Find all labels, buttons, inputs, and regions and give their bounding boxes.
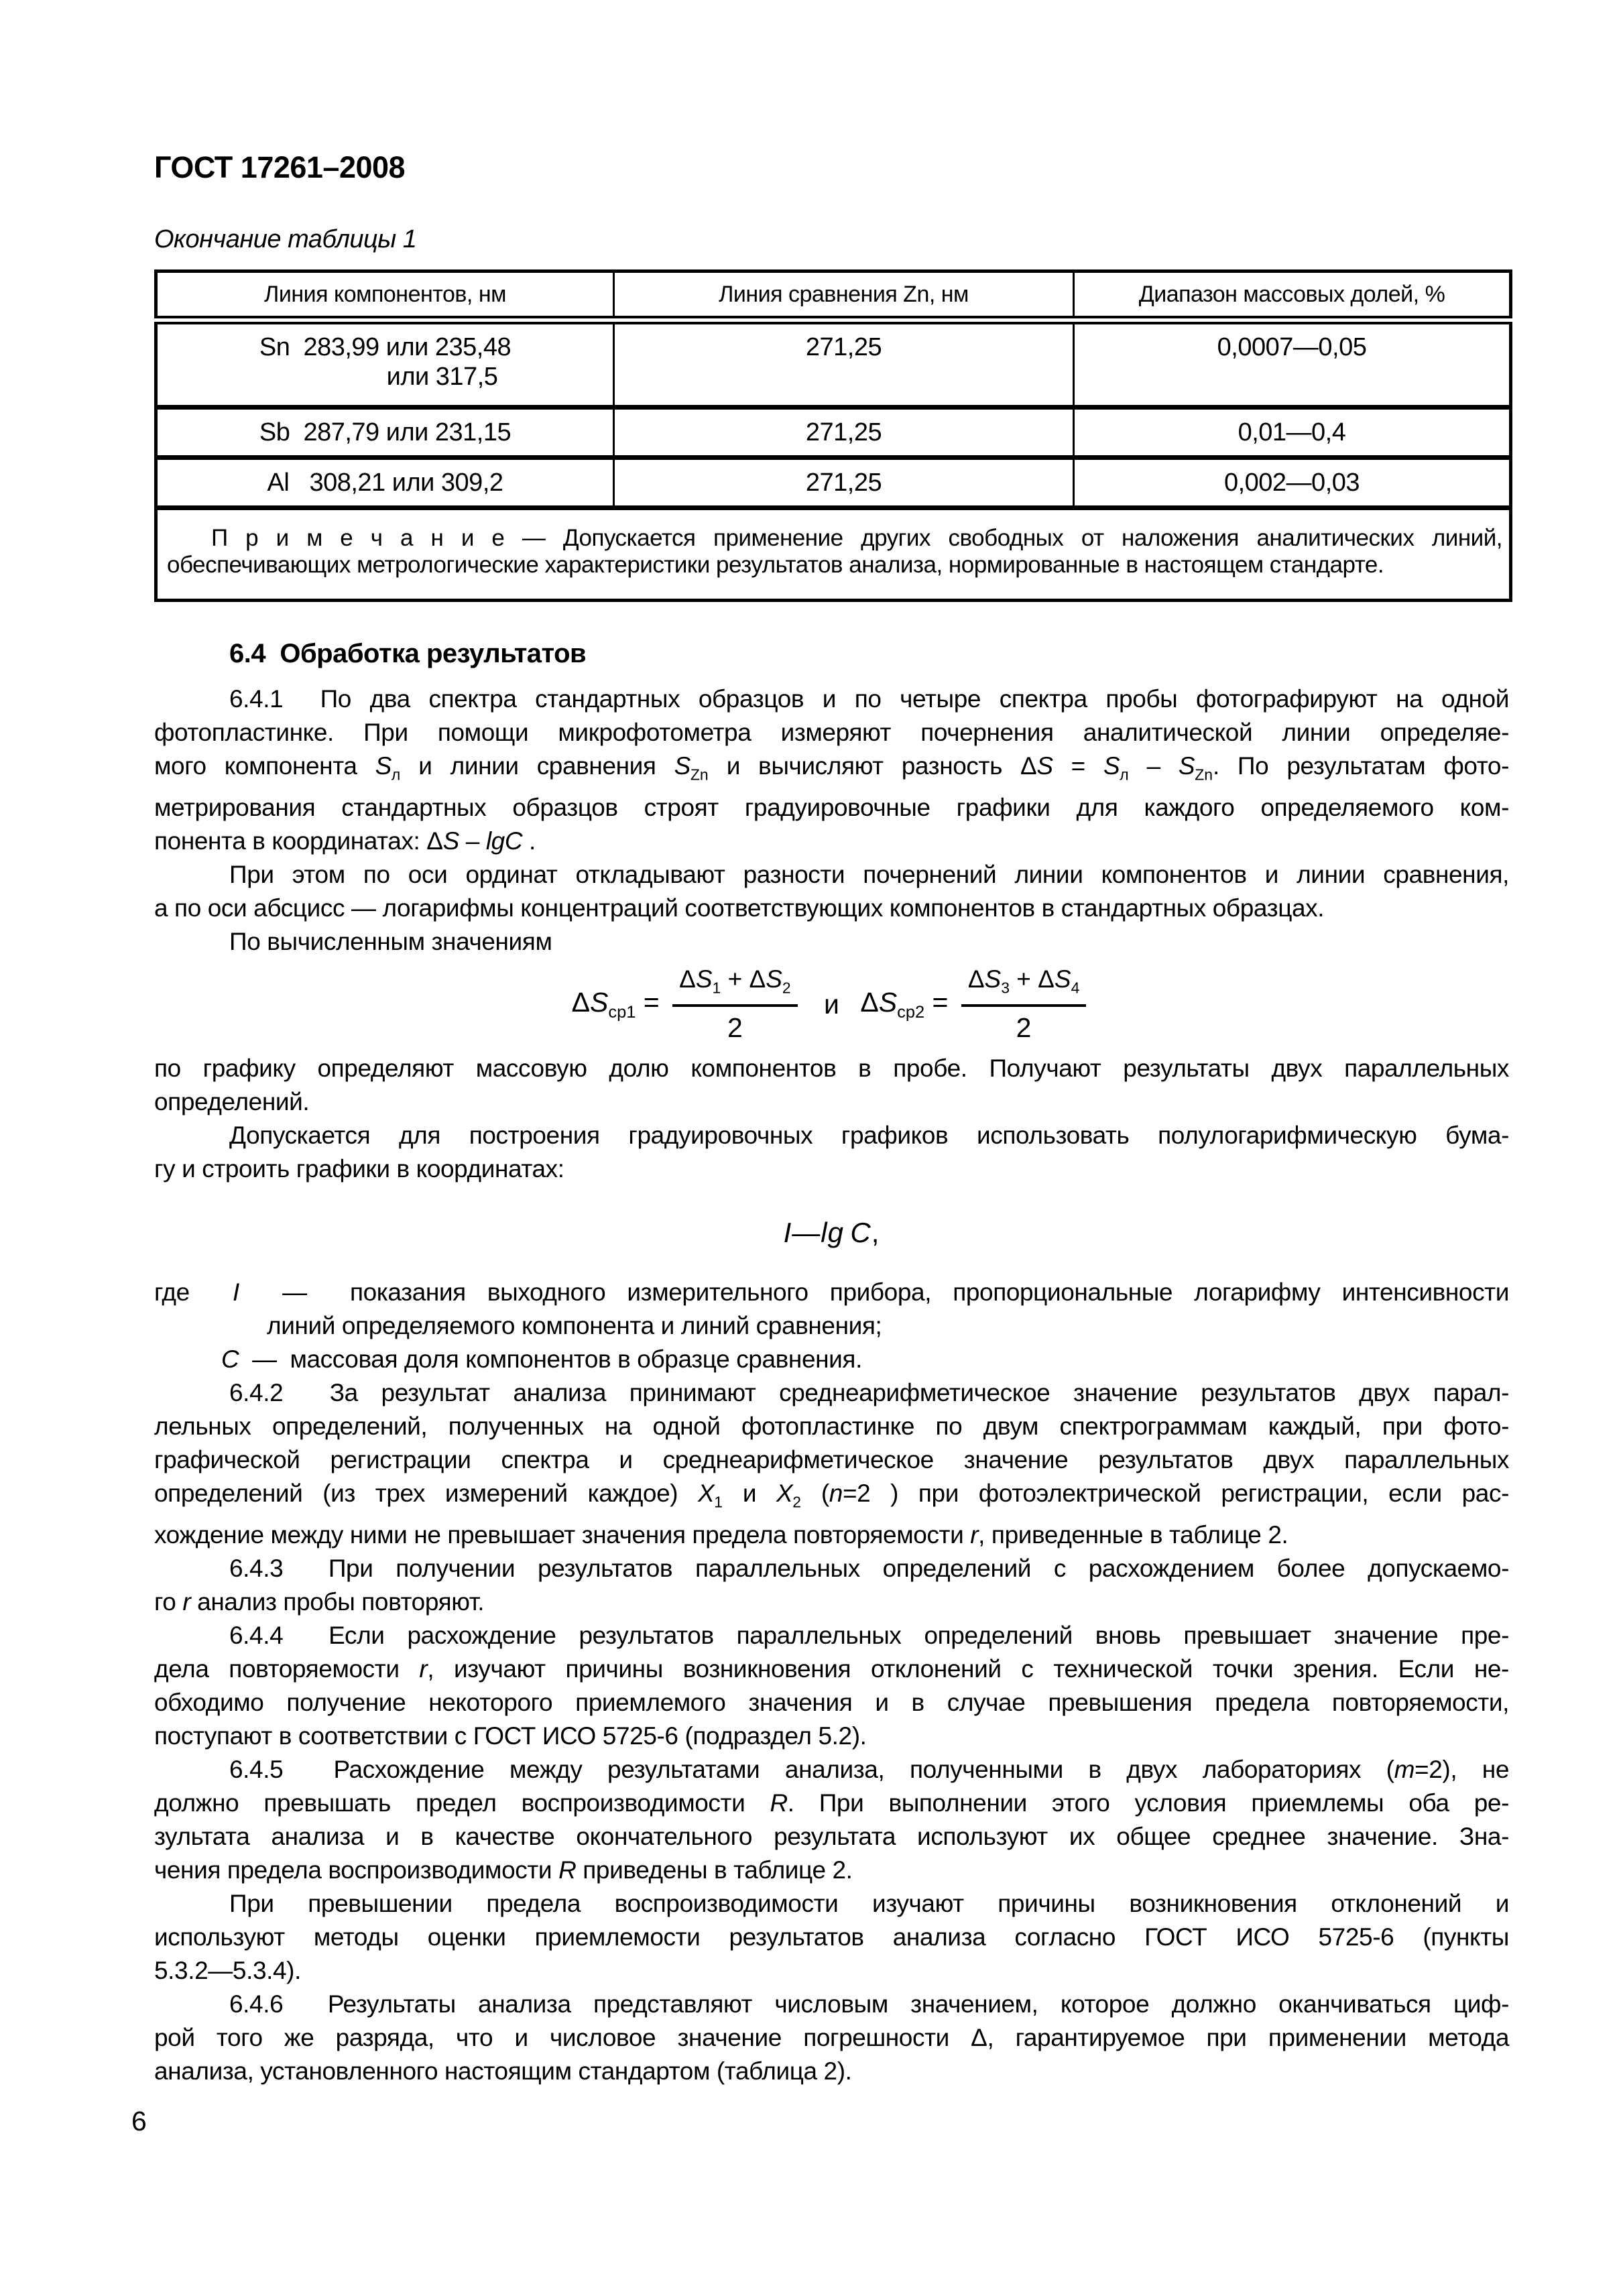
table-note-row <box>156 508 1511 601</box>
paragraph-6-4-1 <box>154 682 1509 858</box>
fraction-1-denominator: 2 <box>727 1012 743 1043</box>
text-line: определений. <box>154 1087 310 1115</box>
doc-code: ГОСТ 17261–2008 <box>154 150 406 184</box>
text-line: рой того же разряда, что и числовое значение погрешности Δ, гарантируемое при применении метода <box>154 2024 1509 2052</box>
text-line: хождение между ними не превышает значения предела повторяемости r, приведенные в таблице 2. <box>154 1521 1288 1549</box>
paragraph-6-4-5 <box>154 1753 1509 1887</box>
text-line: 6.4.4 Если расхождение результатов параллельных определений вновь превышает значение пре- <box>229 1622 1509 1650</box>
text-line: анализа, установленного настоящим стандартом (таблица 2). <box>154 2057 852 2086</box>
text-line: 6.4.1 По два спектра стандартных образцов и по четыре спектра пробы фотографируют на одной <box>229 685 1509 713</box>
text-line: 6.4.5 Расхождение между результатами анализа, полученными в двух лабораториях (m=2), не <box>229 1756 1509 1784</box>
cell-component-line2: или 317,5 <box>386 363 498 391</box>
paragraph-axes <box>154 858 1509 925</box>
text-line: графической регистрации спектра и среднеарифметическое значение результатов двух параллельных <box>154 1445 1509 1473</box>
text-line: 6.4.2 За результат анализа принимают среднеарифметическое значение результатов двух парал- <box>229 1378 1509 1406</box>
formula-lhs-2: $\Delta S_{ср2}$ = <box>860 987 949 1022</box>
text-line: Допускается для построения градуировочных графиков использовать полулогарифмическую бума- <box>229 1121 1509 1149</box>
formula-conjunction: и <box>824 989 839 1020</box>
table-note <box>156 508 1511 601</box>
fraction-2-denominator: 2 <box>1016 1012 1032 1043</box>
text-line: по графику определяют массовую долю компонентов в пробе. Получают результаты двух параллельных <box>154 1054 1509 1082</box>
text-line: определений (из трех измерений каждое) $X_1$ и $X_2$ (n=2 ) при фотоэлектрической регистрации, если рас- <box>154 1479 1510 1511</box>
formula-lhs-1: $\Delta S_{ср1}$ = <box>571 987 660 1022</box>
cell-comparison: 271,25 <box>614 320 1074 408</box>
body-text <box>154 682 1509 2088</box>
text-line: С — массовая доля компонентов в образце сравнения. <box>221 1345 862 1373</box>
section-heading: 6.4 Обработка результатов <box>229 639 587 668</box>
text-line: используют методы оценки приемлемости результатов анализа согласно ГОСТ ИСО 5725-6 (пункты <box>154 1923 1509 1951</box>
cell-component-line1: Sn 283,99 или 235,48 <box>259 333 512 361</box>
text-line: 6.4.6 Результаты анализа представляют числовым значением, которое должно оканчиваться циф- <box>229 1990 1509 2018</box>
text-line: 5.3.2—5.3.4). <box>154 1957 301 1985</box>
paragraph-reproducibility <box>154 1887 1509 1988</box>
paragraph-computed-values <box>154 925 1509 959</box>
text-line: фотопластинке. При помощи микрофотометра измеряют почернения аналитической линии определяе- <box>154 719 1509 746</box>
paragraph-6-4-3 <box>154 1552 1509 1619</box>
text-line: дела повторяемости r, изучают причины возникновения отклонений с технической точки зрения. Если не- <box>154 1655 1509 1683</box>
table-row <box>156 408 1511 458</box>
text-line: понента в координатах: ΔS – lgC . <box>154 827 536 855</box>
table-caption: Окончание таблицы 1 <box>154 225 417 253</box>
text-line: линий определяемого компонента и линий сравнения; <box>267 1311 882 1339</box>
text-line: где I — показания выходного измерительного прибора, пропорциональные логарифму интенсивности <box>154 1278 1509 1306</box>
fraction-1 <box>672 965 798 1043</box>
page-content <box>154 0 1509 2088</box>
text-line: а по оси абсцисс — логарифмы концентраций соответствующих компонентов в стандартных образцах. <box>154 894 1325 922</box>
table-header-row <box>156 271 1511 320</box>
text-line: чения предела воспроизводимости R приведены в таблице 2. <box>154 1856 853 1884</box>
components-table <box>154 269 1512 602</box>
text-line: поступают в соответствии с ГОСТ ИСО 5725-6 (подраздел 5.2). <box>154 1722 867 1750</box>
text-line: гу и строить графики в координатах: <box>154 1154 564 1183</box>
fraction-1-numerator: $\Delta S_1 + \Delta S_2$ <box>672 965 798 1006</box>
text-line: П р и м е ч а н и е — Допускается применение других свободных от наложения аналитических линий, <box>211 525 1502 551</box>
fraction-2-numerator: $\Delta S_3 + \Delta S_4$ <box>961 965 1087 1006</box>
text-line: мого компонента $S_л$ и линии сравнения $S_{Zn}$ и вычисляют разность $\Delta S = S_л - S_{Zn}$. По результатам фото- <box>154 752 1510 784</box>
paragraph-6-4-4 <box>154 1619 1509 1753</box>
table-row <box>156 320 1511 408</box>
cell-range: 0,0007—0,05 <box>1074 320 1511 408</box>
text-line: го r анализ пробы повторяют. <box>154 1588 485 1616</box>
fraction-2 <box>961 965 1087 1043</box>
text-line: При этом по оси ординат откладывают разности почернений линии компонентов и линии сравнения, <box>229 861 1509 889</box>
cell-component: Sb 287,79 или 231,15 <box>156 408 614 458</box>
cell-component: Al 308,21 или 309,2 <box>156 458 614 508</box>
col-header-comparison-line: Линия сравнения Zn, нм <box>614 271 1074 320</box>
paragraph-graph <box>154 1052 1509 1119</box>
paragraph-6-4-2 <box>154 1376 1509 1552</box>
cell-comparison: 271,25 <box>614 458 1074 508</box>
paragraph-semilog <box>154 1119 1509 1186</box>
text-line: зультата анализа и в качестве окончательного результата используют их общее среднее значение. Зна- <box>154 1823 1509 1851</box>
table-row <box>156 458 1511 508</box>
text-line: По вычисленным значениям <box>229 928 552 956</box>
col-header-mass-fraction-range: Диапазон массовых долей, % <box>1074 271 1511 320</box>
cell-range: 0,002—0,03 <box>1074 458 1511 508</box>
text-line: метрирования стандартных образцов строят градуировочные графики для каждого определяемого ком- <box>154 794 1509 822</box>
text-line: обходимо получение некоторого приемлемого значения и в случае превышения предела повторяемости, <box>154 1689 1509 1717</box>
formula-mean-deltas <box>154 965 1509 1043</box>
formula-coordinates: I—lg C, <box>783 1216 880 1248</box>
cell-comparison: 271,25 <box>614 408 1074 458</box>
text-line: должно превышать предел воспроизводимости R. При выполнении этого условия приемлемы оба ре- <box>154 1789 1509 1817</box>
col-header-component-line: Линия компонентов, нм <box>156 271 614 320</box>
where-list <box>154 1276 1509 1376</box>
text-line: При превышении предела воспроизводимости изучают причины возникновения отклонений и <box>229 1890 1509 1918</box>
cell-component <box>156 320 614 408</box>
page-number: 6 <box>131 2106 147 2136</box>
text-line: лельных определений, полученных на одной фотопластинке по двум спектрограммам каждый, при фото- <box>154 1412 1509 1440</box>
text-line: 6.4.3 При получении результатов параллельных определений с расхождением более допускаемо- <box>229 1555 1509 1583</box>
paragraph-6-4-6 <box>154 1988 1509 2088</box>
cell-range: 0,01—0,4 <box>1074 408 1511 458</box>
text-line: обеспечивающих метрологические характеристики результатов анализа, нормированные в настоящем стандарте. <box>167 552 1384 578</box>
